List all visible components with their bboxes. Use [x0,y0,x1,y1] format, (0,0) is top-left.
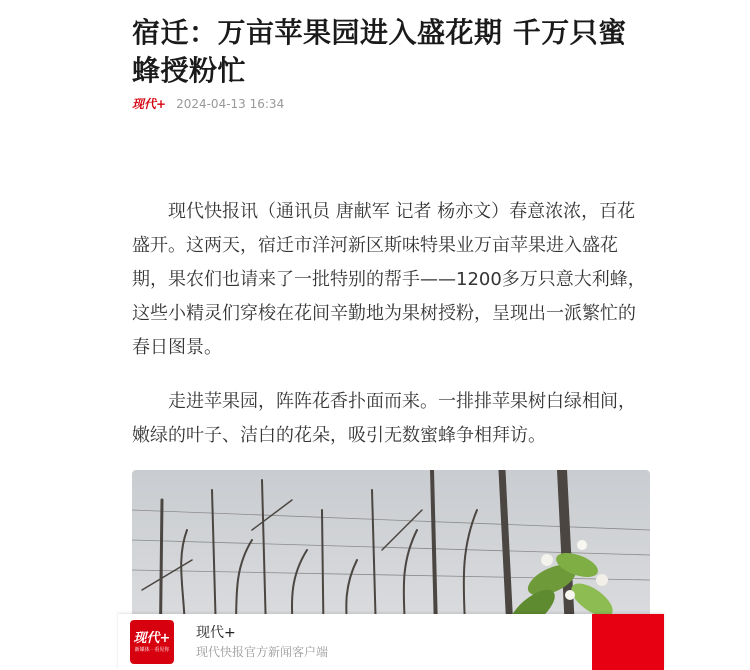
app-logo [130,620,174,664]
open-app-button[interactable] [592,614,664,670]
article-paragraph-1: 现代快报讯（通讯员 唐献军 记者 杨亦文）春意浓浓，百花盛开。这两天，宿迁市洋河新区斯味特果业万亩苹果进入盛花期，果农们也请来了一批特别的帮手——1200多万只意大利蜂，这些小精灵们穿梭在花间辛勤地为果树授粉，呈现出一派繁忙的春日图景。 [132,201,646,358]
article-title: 宿迁：万亩苹果园进入盛花期 千万只蜜蜂授粉忙 [132,16,627,87]
article-paragraph-2: 走进苹果园，阵阵花香扑面而来。一排排苹果树白绿相间，嫩绿的叶子、洁白的花朵，吸引无数蜜蜂争相拜访。 [132,391,636,446]
app-info [196,623,328,661]
source-logo: 现代+ [132,97,167,111]
app-logo-text: 现代+ [133,630,171,646]
app-name: 现代+ [196,625,236,641]
app-description: 现代快报官方新闻客户端 [196,645,329,659]
publish-time: 2024-04-13 16:34 [176,96,285,111]
app-logo-subtext: 新媒体 · 看见你 [134,646,170,653]
article-meta [132,95,284,112]
app-download-banner[interactable] [118,614,664,670]
